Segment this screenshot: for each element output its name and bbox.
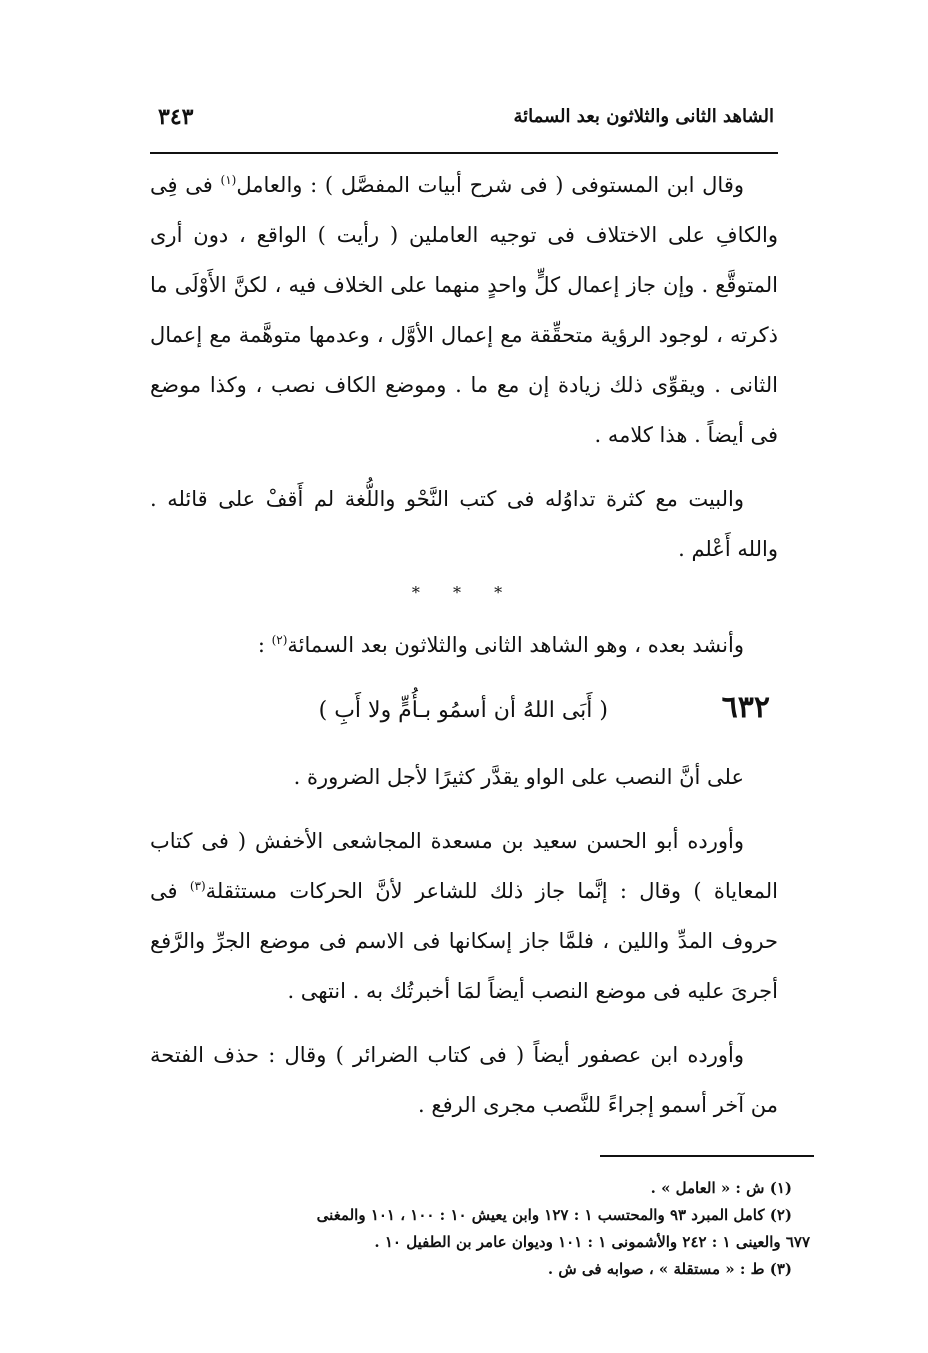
footnote-ref-2[interactable]: (٢): [271, 633, 288, 647]
running-title: الشاهد الثانى والثلاثون بعد السمائة: [513, 106, 774, 127]
footnote-ref-3[interactable]: (٣): [189, 879, 206, 893]
paragraph-6: وأورده ابن عصفور أيضاً ( فى كتاب الضرائر ) وقال : حذف الفتحة من آخر أسمو إجراءً للنَّصب مجرى الرفع .: [150, 1043, 778, 1117]
paragraph-1-text-a: وقال ابن المستوفى ( فى شرح أبيات المفصَّل ) : والعامل: [236, 173, 744, 197]
paragraph-5: [150, 816, 778, 1016]
page-number: ٣٤٣: [158, 104, 194, 130]
commentary-text: [150, 752, 778, 1130]
paragraph-3-text-b: :: [257, 633, 272, 657]
intro-line: [150, 620, 778, 670]
verse-number: ٦٣٢: [721, 690, 770, 725]
paragraph-5-text-b: فى حروف المدِّ واللين ، فلمَّا جاز إسكانها فى الاسم فى موضع الجرِّ والرَّفع أجرىَ عليه فى موضع النصب أيضاً لمَا أخبرتُك به . انتهى .: [150, 879, 778, 1003]
paragraph-1: [150, 160, 778, 460]
footnote-3: (٣) ط : « مستقلة » ، صوابه فى ش .: [547, 1260, 792, 1278]
section-divider: * * *: [411, 583, 517, 602]
paragraph-3-text-a: وأنشد بعده ، وهو الشاهد الثانى والثلاثون بعد السمائة: [287, 633, 744, 657]
footnote-2-continuation: ٦٧٧ والعينى ١ : ٢٤٢ والأشمونى ١ : ١٠١ وديوان عامر بن الطفيل ١٠ .: [374, 1233, 810, 1251]
paragraph-5-text-a: وأورده أبو الحسن سعيد بن مسعدة المجاشعى الأخفش ( فى كتاب المعاياة ) وقال : إنَّما جاز ذلك للشاعر لأنَّ الحركات مستثقلة: [150, 829, 778, 903]
footnotes: [150, 1175, 810, 1283]
footnote-1: (١) ش : « العامل » .: [650, 1179, 792, 1197]
verse-row: [150, 690, 778, 742]
paragraph-4: على أنَّ النصب على الواو يقدَّر كثيرًا لأجل الضرورة .: [293, 765, 744, 789]
main-text: [150, 160, 778, 574]
footnote-ref-1[interactable]: (١): [220, 173, 237, 187]
paragraph-3: [150, 620, 778, 670]
footnote-2: (٢) كامل المبرد ٩٣ والمحتسب ١ : ١٢٧ وابن يعيش ١٠ : ١٠٠ ، ١٠١ والمغنى: [316, 1206, 792, 1224]
paragraph-1-text-b: فى فِى والكافِ على الاختلاف فى توجيه العاملين ( رأيت ) الواقع ، دون أرى المتوقَّع . وإن جاز إعمال كلٍّ واحدٍ منهما على الخلاف فيه ، لكنَّ الأَوْلَى ما ذكرته ، لوجود الرؤية متحقِّقة مع إعمال الأوَّل ، وعدمها متوهَّمة مع إعمال الثانى . ويقوِّى ذلك زيادة إن مع ما . وموضع الكاف نصب ، وكذا موضع فى أيضاً . هذا كلامه .: [150, 173, 778, 447]
footnote-separator: [600, 1155, 814, 1157]
page-header: [150, 92, 778, 154]
paragraph-2: والبيت مع كثرة تداوُله فى كتب النَّحْو واللُّغة لم أَقفْ على قائله . والله أَعْلم .: [150, 487, 778, 561]
verse-text: ( أَبَى اللهُ أن أسمُو بـأُمٍّ ولا أَبِ ): [318, 698, 608, 723]
